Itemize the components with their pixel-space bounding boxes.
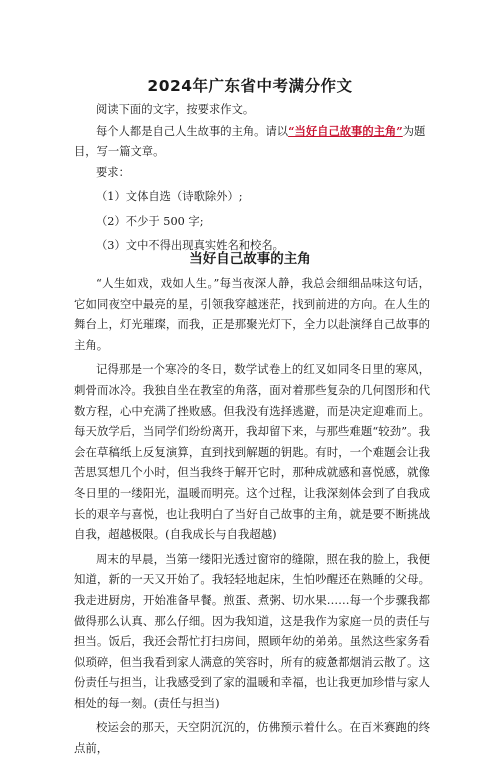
prompt-topic: “当好自己故事的主角” — [288, 123, 403, 138]
essay-paragraph: 周末的早晨，当第一缕阳光透过窗帘的缝隙，照在我的脸上，我便知道，新的一天又开始了。我轻轻地起床，生怕吵醒还在熟睡的父母。我走进厨房，开始准备早餐。煎蛋、煮粥、切水果……每一个步骤我都做得那么认真、那么仔细。因为我知道，这是我作为家庭一员的责任与担当。饭后，我还会帮忙打扫房间，照顾年幼的弟弟。虽然这些家务看似琐碎，但当我看到家人满意的笑容时，所有的疲惫都烟消云散了。这份责任与担当，让我感受到了家的温暖和幸福，也让我更加珍惜与家人相处的每一刻。(责任与担当) — [74, 551, 430, 710]
instructions-prompt — [74, 121, 430, 163]
requirement-item: （3）文中不得出现真实姓名和校名。 — [96, 239, 284, 252]
essay-paragraph: 记得那是一个寒冷的冬日，数学试卷上的红叉如同冬日里的寒风，刺骨而冰冷。我独自坐在教室的角落，面对着那些复杂的几何图形和代数方程，心中充满了挫败感。但我没有选择逃避，而是决定迎难而上。每天放学后，当同学们纷纷离开，我却留下来，与那些难题“较劲”。我会在草稿纸上反复演算，直到找到解题的钥匙。有时，一个难题会让我苦思冥想几个小时，但当我终于解开它时，那种成就感和喜悦感，就像冬日里的一缕阳光，温暖而明亮。这个过程，让我深刻体会到了自我成长的艰辛与喜悦，也让我明白了当好自己故事的主角，就是要不断挑战自我，超越极限。(自我成长与自我超越) — [74, 362, 430, 542]
page-title: 2024年广东省中考满分作文 — [147, 77, 353, 95]
essay-body — [74, 273, 430, 763]
instructions — [74, 100, 430, 261]
essay-title: 当好自己故事的主角 — [189, 251, 311, 267]
prompt-before: 每个人都是自己人生故事的主角。请以 — [96, 124, 289, 138]
requirements-label: 要求： — [96, 165, 130, 179]
instructions-intro: 阅读下面的文字，按要求作文。 — [96, 103, 255, 116]
requirement-item: （1）文体自选（诗歌除外）; — [96, 190, 243, 203]
essay-paragraph: “人生如戏，戏如人生。”每当夜深人静，我总会细细品味这句话，它如同夜空中最亮的星，引领我穿越迷茫，找到前进的方向。在人生的舞台上，灯光璀璨，而我，正是那聚光灯下，全力以赴演绎自己故事的主角。 — [74, 276, 430, 352]
requirement-item: （2）不少于 500 字; — [96, 214, 204, 228]
essay-paragraph: 校运会的那天，天空阴沉沉的，仿佛预示着什么。在百米赛跑的终点前， — [74, 720, 430, 756]
prompt-after: 为题目，写一篇文章。 — [74, 124, 426, 158]
